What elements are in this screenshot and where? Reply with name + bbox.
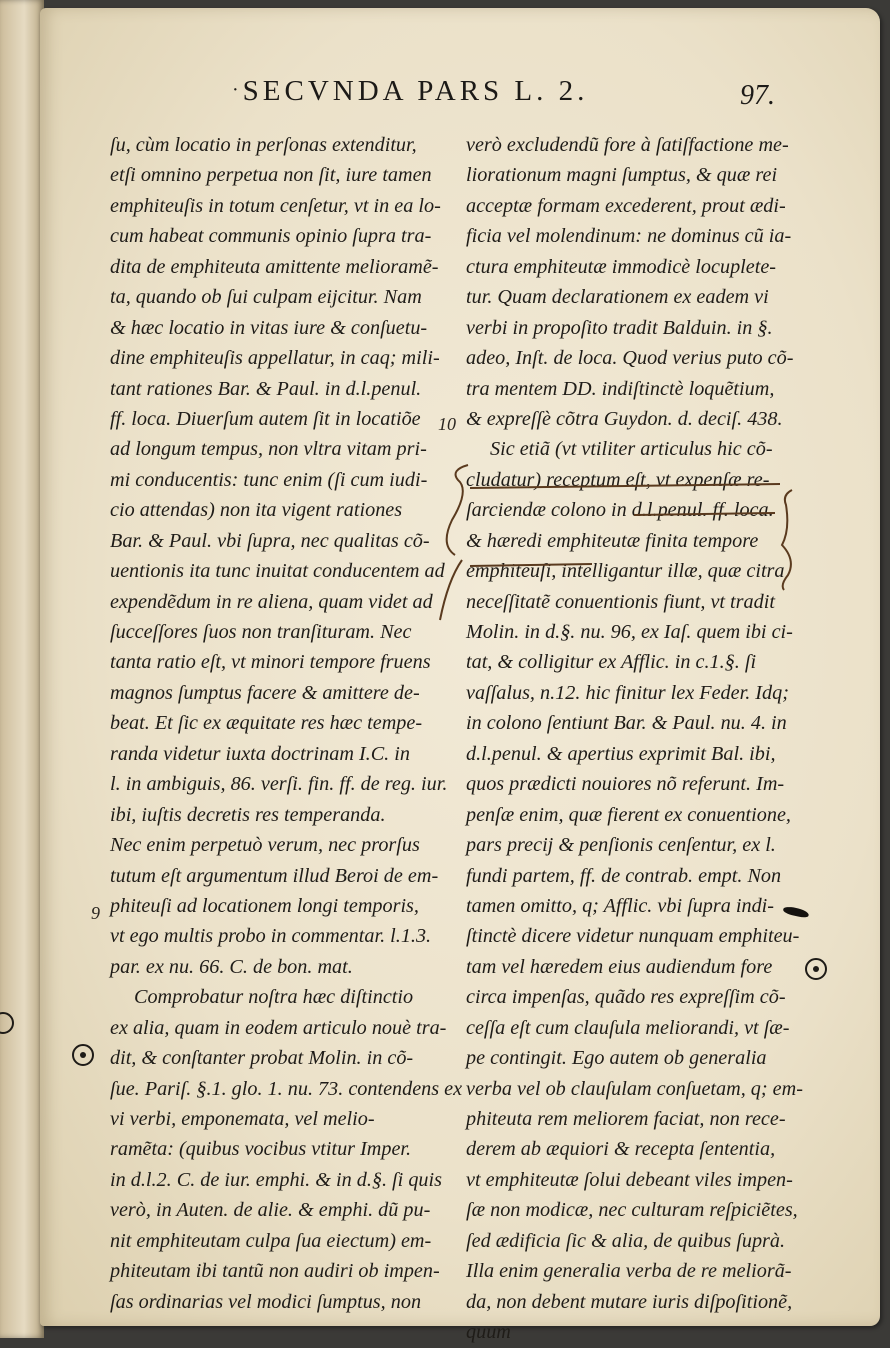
right-column-line: tat, & colligitur ex Afflic. in c.1.§. ſi bbox=[466, 651, 757, 674]
right-column-line: verba vel ob clauſulam conſuetam, q; em- bbox=[466, 1077, 803, 1100]
left-column-line: in d.l.2. C. de iur. emphi. & in d.§. ſi quis bbox=[110, 1168, 442, 1191]
left-column-line: dine emphiteuſis appellatur, in caq; mili- bbox=[110, 347, 440, 370]
right-column-line: cludatur) receptum eſt, vt expenſæ re- bbox=[466, 468, 770, 491]
right-column-line: Sic etiã (vt vtiliter articulus hic cõ- bbox=[490, 438, 773, 461]
right-column-line: tur. Quam declarationem ex eadem vi bbox=[466, 286, 769, 309]
left-column-line: par. ex nu. 66. C. de bon. mat. bbox=[110, 955, 353, 978]
left-column-line: phiteuſi ad locationem longi temporis, bbox=[110, 894, 419, 917]
left-column-line: ta, quando ob ſui culpam eijcitur. Nam bbox=[110, 286, 422, 309]
left-column-line: verò, in Auten. de alie. & emphi. dũ pu- bbox=[110, 1199, 431, 1222]
right-column-line: fundi partem, ff. de contrab. empt. Non bbox=[466, 864, 782, 887]
underline-necessitate bbox=[470, 564, 592, 566]
right-column-line: vt emphiteutæ ſolui debeant viles impen- bbox=[466, 1168, 793, 1191]
right-column-line: derem ab æquiori & recepta ſententia, bbox=[466, 1138, 776, 1161]
left-column-line: ſucceſſores ſuos non tranſituram. Nec bbox=[110, 621, 412, 643]
left-column-line: tanta ratio eſt, vt minori tempore fruens bbox=[110, 651, 431, 674]
left-column-line: ex alia, quam in eodem articulo nouè tra- bbox=[110, 1016, 447, 1039]
right-column-line: pars precij & penſionis cenſentur, ex l. bbox=[466, 834, 776, 857]
left-column-line: dit, & conſtanter probat Molin. in cõ- bbox=[110, 1047, 414, 1070]
left-column-line: phiteutam ibi tantũ non audiri ob impen- bbox=[110, 1260, 440, 1283]
right-column-line: ceſſa eſt cum clauſula meliorandi, vt ſæ- bbox=[466, 1016, 790, 1039]
right-column-line: pe contingit. Ego autem ob generalia bbox=[466, 1047, 767, 1070]
left-column-line: Nec enim perpetuò verum, nec prorſus bbox=[110, 834, 420, 857]
underline-sarciendae bbox=[470, 484, 780, 488]
bracket-right bbox=[782, 490, 792, 590]
left-column-line: tant rationes Bar. & Paul. in d.l.penul. bbox=[110, 377, 422, 400]
running-header: · SECVNDA PARS L. 2. bbox=[232, 75, 589, 107]
right-column-line: verbi in propoſito tradit Balduin. in §. bbox=[466, 316, 773, 339]
right-column-line: neceſſitatẽ conuentionis fiunt, vt tradit bbox=[466, 590, 775, 613]
right-column-line: in colono ſentiunt Bar. & Paul. nu. 4. in bbox=[466, 712, 787, 735]
right-column-line: quum bbox=[466, 1321, 511, 1344]
right-column-line: tamen omitto, q; Afflic. vbi ſupra indi- bbox=[466, 894, 775, 917]
right-column-line: ſarciendæ colono in d.l.penul. ff. loca. bbox=[466, 499, 774, 522]
running-title: SECVNDA PARS L. 2. bbox=[242, 75, 589, 107]
left-column-line: Comprobatur noſtra hæc diſtinctio bbox=[134, 986, 414, 1009]
left-column-line: tutum eſt argumentum illud Beroi de em- bbox=[110, 864, 439, 887]
right-column-line: adeo, Inſt. de loca. Quod verius puto cõ- bbox=[466, 347, 794, 370]
page-number: 97. bbox=[740, 80, 775, 111]
right-column-line: & hæredi emphiteutæ finita tempore bbox=[466, 529, 759, 552]
right-column-line: vaſſalus, n.12. hic finitur lex Feder. Idq; bbox=[466, 681, 789, 704]
right-column-line: ſed ædificia ſic & alia, de quibus ſuprà. bbox=[466, 1229, 786, 1252]
left-column-line: cum habeat communis opinio ſupra tra- bbox=[110, 225, 432, 248]
left-column-line: uentionis ita tunc inuitat conducentem ad bbox=[110, 560, 445, 583]
left-column-line: ſu, cùm locatio in perſonas extenditur, bbox=[110, 134, 417, 156]
right-column-line: d.l.penul. & apertius exprimit Bal. ibi, bbox=[466, 742, 776, 765]
left-column-line: & hæc locatio in vitas iure & conſuetu- bbox=[110, 316, 428, 339]
left-column-line: emphiteuſis in totum cenſetur, vt in ea lo- bbox=[110, 194, 441, 217]
left-column-line: Bar. & Paul. vbi ſupra, nec qualitas cõ- bbox=[110, 529, 430, 552]
left-column-line: ibi, iuſtis decretis res temperanda. bbox=[110, 803, 386, 826]
right-column-line: ſtinctè dicere videtur nunquam emphiteu- bbox=[466, 925, 800, 948]
left-column-line: ramẽta: (quibus vocibus vtitur Imper. bbox=[110, 1138, 412, 1161]
left-column-line: randa videtur iuxta doctrinam I.C. in bbox=[110, 742, 410, 765]
right-column-line: ctura emphiteutæ immodicè locuplete- bbox=[466, 255, 777, 278]
right-column-line: Illa enim generalia verba de re meliorã- bbox=[466, 1260, 792, 1283]
right-column-line: Molin. in d.§. nu. 96, ex Iaſ. quem ibi ci- bbox=[466, 621, 793, 643]
left-column-line: ad longum tempus, non vltra vitam pri- bbox=[110, 438, 427, 461]
marginal-section-number-10: 10 bbox=[438, 414, 456, 434]
left-column-line: etſi omnino perpetua non ſit, iure tamen bbox=[110, 164, 432, 187]
right-column-line: tra mentem DD. indiſtinctè loquẽtium, bbox=[466, 377, 775, 400]
right-column-line: ſæ non modicæ, nec culturam reſpiciẽtes, bbox=[466, 1199, 798, 1222]
bracket-left bbox=[440, 465, 468, 620]
right-column-line: ficia vel molendinum: ne dominus cũ ia- bbox=[466, 225, 792, 248]
right-column-line: penſæ enim, quæ fierent ex conuentione, bbox=[466, 803, 791, 826]
left-column-line: magnos ſumptus facere & amittere de- bbox=[110, 681, 420, 704]
left-column-line: beat. Et ſic ex æquitate res hæc tempe- bbox=[110, 712, 423, 735]
right-column-line: tam vel hæredem eius audiendum fore bbox=[466, 955, 773, 978]
marginal-section-number-9: 9 bbox=[91, 903, 100, 923]
left-column-line: ſas ordinarias vel modici ſumptus, non bbox=[110, 1290, 422, 1313]
left-column-line: ff. loca. Diuerſum autem ſit in locatiõe bbox=[110, 407, 421, 430]
left-column-line: ſue. Pariſ. §.1. glo. 1. nu. 73. contendens ex bbox=[110, 1077, 463, 1100]
right-column-line: phiteuta rem meliorem faciat, non rece- bbox=[466, 1108, 786, 1130]
right-column-line: emphiteuſi, intelligantur illæ, quæ citra bbox=[466, 560, 785, 583]
left-column-line: cio attendas) non ita vigent rationes bbox=[110, 499, 403, 522]
left-column-line: nit emphiteutam culpa ſua eiectum) em- bbox=[110, 1229, 432, 1252]
underline-finita-tempore bbox=[634, 513, 775, 515]
left-column-line: l. in ambiguis, 86. verſi. fin. ff. de reg. iur. bbox=[110, 773, 448, 796]
right-column-line: da, non debent mutare iuris diſpoſitionẽ, bbox=[466, 1290, 793, 1313]
right-column-line: acceptæ formam excederent, prout ædi- bbox=[466, 194, 786, 217]
left-column-line: vi verbi, emponemata, vel melio- bbox=[110, 1108, 375, 1130]
right-column-line: liorationum magni ſumptus, & quæ rei bbox=[466, 164, 778, 187]
left-column-line: dita de emphiteuta amittente melioramẽ- bbox=[110, 255, 439, 278]
right-column-line: verò excludendũ fore à ſatiſfactione me- bbox=[466, 134, 789, 156]
right-column-line: & expreſſè cõtra Guydon. d. deciſ. 438. bbox=[466, 407, 783, 430]
right-column-line: circa impenſas, quãdo res expreſſim cõ- bbox=[466, 986, 786, 1009]
left-column-line: mi conducentis: tunc enim (ſi cum iudi- bbox=[110, 468, 428, 491]
left-column-line: expendẽdum in re aliena, quam videt ad bbox=[110, 590, 433, 613]
left-column-line: vt ego multis probo in commentar. l.1.3. bbox=[110, 925, 432, 948]
right-column-line: quos prædicti nouiores nõ referunt. Im- bbox=[466, 773, 785, 796]
